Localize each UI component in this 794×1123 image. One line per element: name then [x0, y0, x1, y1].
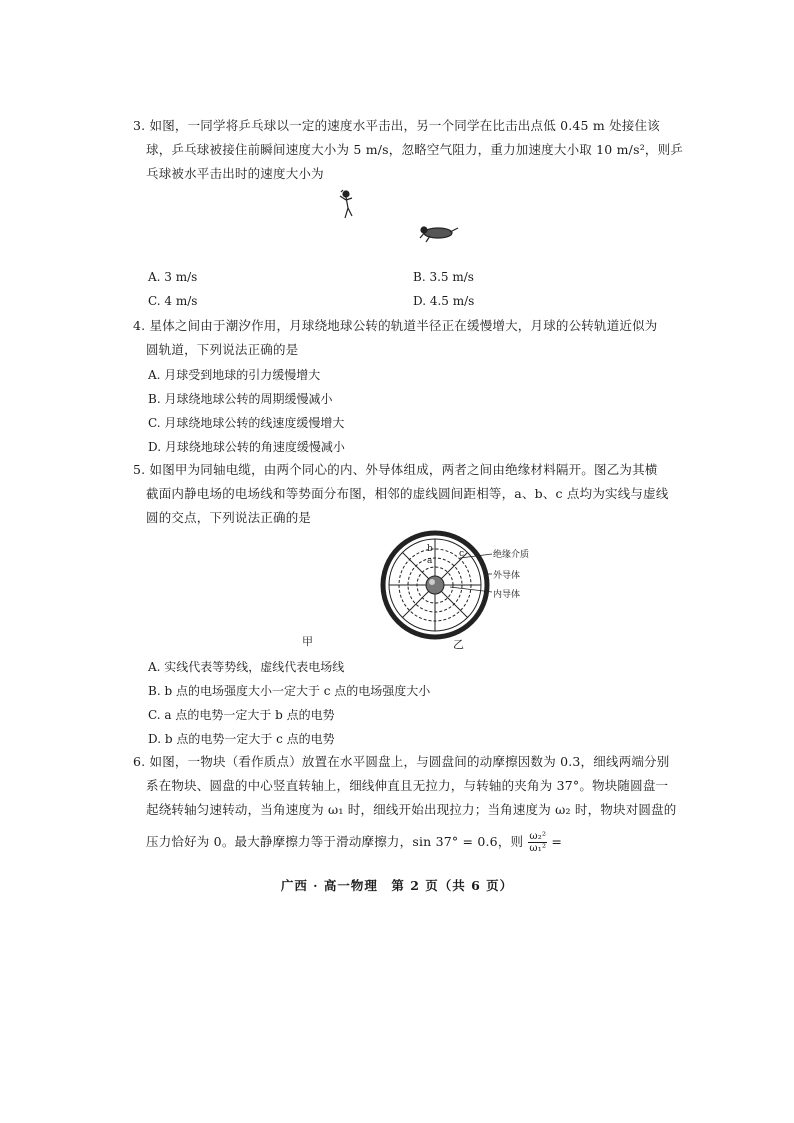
page-footer: 广西 · 高一物理 第 2 页（共 6 页） — [280, 878, 514, 893]
insulator-label: 绝缘介质 — [493, 550, 530, 560]
q6-line-4 — [146, 831, 562, 854]
point-b-label: b — [427, 544, 433, 554]
point-a-label: a — [427, 556, 433, 566]
q5-option-a: A. 实线代表等势线，虚线代表电场线 — [148, 660, 345, 674]
q5-option-d: D. b 点的电势一定大于 c 点的电势 — [148, 732, 335, 746]
q6-line-4-text: 压力恰好为 0。最大静摩擦力等于滑动摩擦力，sin 37° = 0.6，则 — [146, 834, 524, 849]
q4-line-1: 4. 星体之间由于潮汐作用，月球绕地球公转的轨道半径正在缓慢增大，月球的公转轨道近似为 — [133, 318, 658, 333]
fraction-equals: = — [551, 834, 563, 849]
q3-line-2: 球，乒乓球被接住前瞬间速度大小为 5 m/s，忽略空气阻力，重力加速度大小取 10 m/s²，则乒 — [146, 142, 684, 157]
q6-line-2: 系在物块、圆盘的中心竖直转轴上，细线伸直且无拉力，与转轴的夹角为 37°。物块随圆盘一 — [146, 778, 669, 793]
q5-line-1: 5. 如图甲为同轴电缆，由两个同心的内、外导体组成，两者之间由绝缘材料隔开。图乙为其横 — [133, 462, 658, 477]
figure-caption-yi: 乙 — [453, 638, 464, 651]
q6-line-3: 起绕转轴匀速转动，当角速度为 ω₁ 时，细线开始出现拉力；当角速度为 ω₂ 时，物块对圆盘的 — [146, 802, 677, 817]
figure-caption-jia: 甲 — [302, 635, 313, 648]
point-c-label: c — [459, 549, 465, 559]
fraction-numerator: ω₂² — [529, 831, 547, 842]
q3-line-3: 乓球被水平击出时的速度大小为 — [146, 166, 324, 181]
q3-option-a: A. 3 m/s — [148, 270, 198, 284]
catcher-figure — [420, 227, 458, 242]
q4-option-a: A. 月球受到地球的引力缓慢增大 — [148, 368, 321, 382]
outer-conductor-label: 外导体 — [493, 571, 521, 581]
q5-line-3: 圆的交点，下列说法正确的是 — [146, 510, 312, 525]
q3-option-d: D. 4.5 m/s — [413, 294, 475, 308]
q3-option-c: C. 4 m/s — [148, 294, 198, 308]
fraction-denominator: ω₁² — [529, 843, 547, 854]
inner-conductor-label: 内导体 — [493, 590, 521, 600]
q4-option-b: B. 月球绕地球公转的周期缓慢减小 — [148, 392, 333, 406]
q5-option-c: C. a 点的电势一定大于 b 点的电势 — [148, 708, 335, 722]
hitter-figure — [340, 190, 352, 218]
q5-line-2: 截面内静电场的电场线和等势面分布图，相邻的虚线圆间距相等，a、b、c 点均为实线与虚线 — [146, 486, 669, 501]
q4-option-d: D. 月球绕地球公转的角速度缓慢减小 — [148, 440, 345, 454]
omega-ratio-fraction — [528, 831, 547, 854]
leader-lines — [440, 550, 496, 600]
q5-option-b: B. b 点的电场强度大小一定大于 c 点的电场强度大小 — [148, 684, 431, 698]
q3-line-1: 3. 如图，一同学将乒乓球以一定的速度水平击出，另一个同学在比击出点低 0.45 m 处接住该 — [133, 118, 660, 133]
q4-option-c: C. 月球绕地球公转的线速度缓慢增大 — [148, 416, 345, 430]
ping-pong-figure — [330, 188, 470, 250]
q6-line-1: 6. 如图，一物块（看作质点）放置在水平圆盘上，与圆盘间的动摩擦因数为 0.3，细线两端分别 — [133, 754, 670, 769]
q3-option-b: B. 3.5 m/s — [413, 270, 474, 284]
q4-line-2: 圆轨道，下列说法正确的是 — [146, 342, 299, 357]
